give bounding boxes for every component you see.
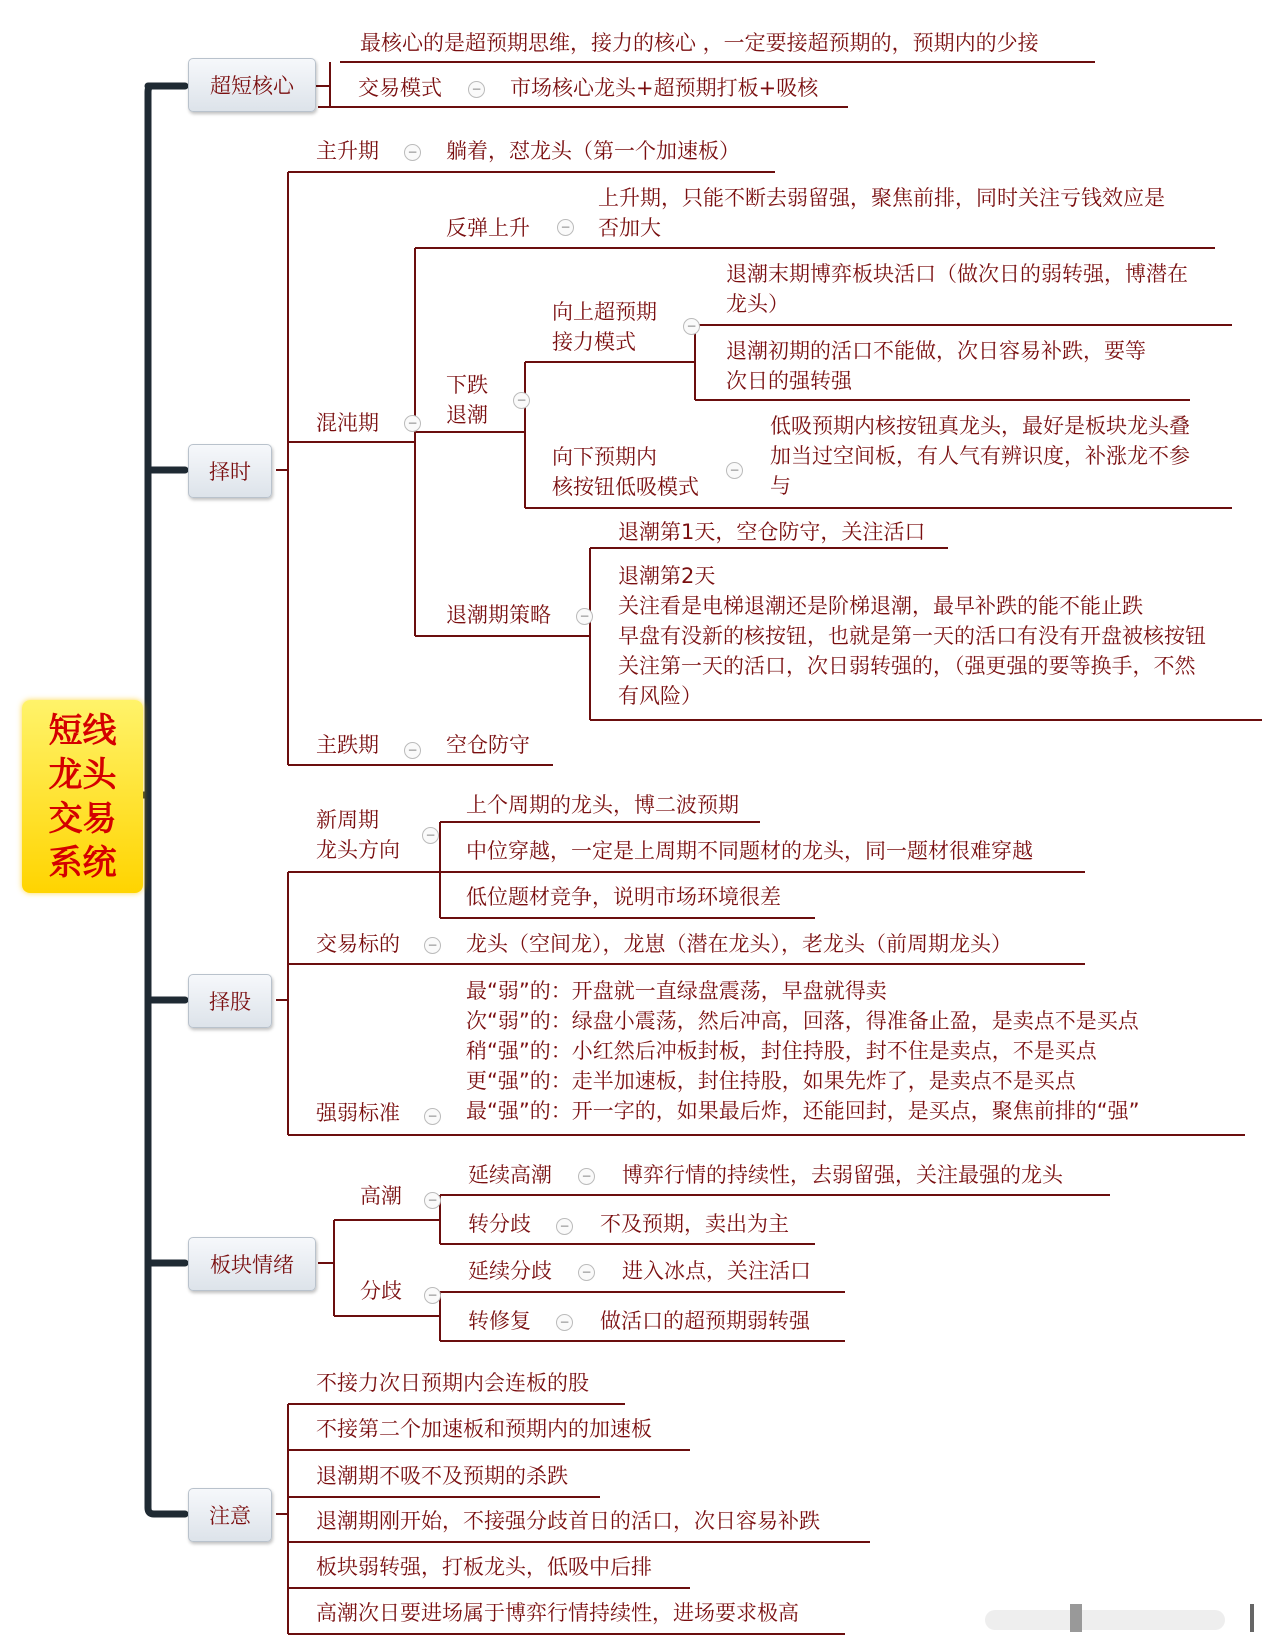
notes-item: 高潮次日要进场属于博弈行情持续性，进场要求极高 bbox=[316, 1601, 799, 1625]
sector-repair-value: 做活口的超预期弱转强 bbox=[600, 1309, 810, 1333]
watermark-icon bbox=[985, 1604, 1254, 1632]
timing-ebb-day2: 退潮第2天 关注看是电梯退潮还是阶梯退潮，最早补跌的能不能止跌 早盘有没新的核按钮，也就是第一天的活口有没有开盘被核按钮 关注第一天的活口，次日弱转强的，（强更强的要等换手，不然 有风险） bbox=[618, 564, 1206, 708]
timing-rebound-label: 反弹上升 bbox=[446, 216, 530, 240]
node-sector[interactable]: 板块情绪 bbox=[188, 1237, 316, 1291]
timing-up-label: 向上超预期 接力模式 bbox=[552, 300, 657, 354]
notes-item: 退潮期刚开始，不接强分歧首日的活口，次日容易补跌 bbox=[316, 1509, 820, 1533]
root-node[interactable]: 短线 龙头 交易 系统 bbox=[22, 700, 143, 893]
stock-std-value: 最“弱”的：开盘就一直绿盘震荡，早盘就得卖 次“弱”的：绿盘小震荡，然后冲高，回落，得准备止盈，是卖点不是买点 稍“强”的：小红然后冲板封板，封住持股，封不住是卖点，不是买点 更“强”的：走半加速板，封住持股，如果先炸了，是卖点不是买点 最“强”的：开一字的，如果最后炸，还能回封，是买点，聚焦前排的“强” bbox=[466, 979, 1140, 1123]
cores-line1: 最核心的是超预期思维，接力的核心 ，一定要接超预期的，预期内的少接 bbox=[360, 31, 1039, 55]
collapse-icon[interactable]: − bbox=[424, 1108, 441, 1125]
collapse-icon[interactable]: − bbox=[683, 318, 700, 335]
node-timing[interactable]: 择时 bbox=[188, 444, 272, 498]
timing-rebound-value: 上升期，只能不断去弱留强，聚焦前排，同时关注亏钱效应是 否加大 bbox=[598, 186, 1165, 240]
sector-div-label: 分歧 bbox=[360, 1279, 402, 1303]
collapse-icon[interactable]: − bbox=[578, 1264, 595, 1281]
stock-cycle-item2: 中位穿越，一定是上周期不同题材的龙头，同一题材很难穿越 bbox=[466, 839, 1033, 863]
sector-repair-label: 转修复 bbox=[468, 1309, 531, 1333]
node-stock[interactable]: 择股 bbox=[188, 974, 272, 1028]
collapse-icon[interactable]: − bbox=[513, 392, 530, 409]
sector-to-div-value: 不及预期，卖出为主 bbox=[600, 1212, 789, 1236]
collapse-icon[interactable]: − bbox=[424, 1192, 441, 1209]
collapse-icon[interactable]: − bbox=[556, 1314, 573, 1331]
stock-cycle-label: 新周期 龙头方向 bbox=[316, 808, 400, 862]
stock-cycle-item1: 上个周期的龙头，博二波预期 bbox=[466, 793, 739, 817]
timing-rise-value: 躺着，怼龙头（第一个加速板） bbox=[446, 139, 740, 163]
stock-target-value: 龙头（空间龙），龙崽（潜在龙头），老龙头（前周期龙头） bbox=[466, 932, 1012, 956]
sector-to-div-label: 转分歧 bbox=[468, 1212, 531, 1236]
sector-cont-div-value: 进入冰点，关注活口 bbox=[622, 1259, 811, 1283]
collapse-icon[interactable]: − bbox=[424, 1287, 441, 1304]
sector-climax-label: 高潮 bbox=[360, 1184, 402, 1208]
notes-item: 不接第二个加速板和预期内的加速板 bbox=[316, 1417, 652, 1441]
sector-cont-div-label: 延续分歧 bbox=[468, 1259, 552, 1283]
collapse-icon[interactable]: − bbox=[557, 219, 574, 236]
notes-item: 板块弱转强，打板龙头，低吸中后排 bbox=[316, 1555, 652, 1579]
collapse-icon[interactable]: − bbox=[404, 415, 421, 432]
timing-rise-label: 主升期 bbox=[316, 139, 379, 163]
sector-cont-climax-value: 博弈行情的持续性，去弱留强，关注最强的龙头 bbox=[622, 1163, 1063, 1187]
collapse-icon[interactable]: − bbox=[422, 827, 439, 844]
node-notes[interactable]: 注意 bbox=[188, 1488, 272, 1542]
collapse-icon[interactable]: − bbox=[578, 1168, 595, 1185]
timing-decline-label: 下跌 退潮 bbox=[446, 373, 488, 427]
cores-mode-value: 市场核心龙头+超预期打板+吸核 bbox=[510, 76, 819, 100]
main-trunk bbox=[140, 86, 185, 1514]
collapse-icon[interactable]: − bbox=[404, 742, 421, 759]
collapse-icon[interactable]: − bbox=[424, 937, 441, 954]
timing-fall-label: 主跌期 bbox=[316, 733, 379, 757]
timing-down-value: 低吸预期内核按钮真龙头，最好是板块龙头叠 加当过空间板，有人气有辨识度，补涨龙不参 与 bbox=[770, 414, 1190, 498]
collapse-icon[interactable]: − bbox=[468, 81, 485, 98]
cores-mode-label: 交易模式 bbox=[358, 76, 442, 100]
timing-ebb-label: 退潮期策略 bbox=[446, 603, 551, 627]
notes-item: 退潮期不吸不及预期的杀跌 bbox=[316, 1464, 568, 1488]
timing-chaos-label: 混沌期 bbox=[316, 411, 379, 435]
notes-item: 不接力次日预期内会连板的股 bbox=[316, 1371, 589, 1395]
collapse-icon[interactable]: − bbox=[576, 608, 593, 625]
collapse-icon[interactable]: − bbox=[556, 1218, 573, 1235]
collapse-icon[interactable]: − bbox=[726, 462, 743, 479]
timing-ebb-day1: 退潮第1天，空仓防守，关注活口 bbox=[618, 520, 926, 544]
timing-up-item2: 退潮初期的活口不能做，次日容易补跌，要等 次日的强转强 bbox=[726, 339, 1146, 393]
stock-target-label: 交易标的 bbox=[316, 932, 400, 956]
timing-down-label: 向下预期内 核按钮低吸模式 bbox=[552, 445, 699, 499]
timing-fall-value: 空仓防守 bbox=[446, 733, 530, 757]
node-cores[interactable]: 超短核心 bbox=[188, 58, 316, 112]
stock-cycle-item3: 低位题材竞争，说明市场环境很差 bbox=[466, 885, 781, 909]
collapse-icon[interactable]: − bbox=[404, 144, 421, 161]
timing-up-item1: 退潮末期博弈板块活口（做次日的弱转强，博潜在 龙头） bbox=[726, 262, 1188, 316]
stock-std-label: 强弱标准 bbox=[316, 1101, 400, 1125]
sector-cont-climax-label: 延续高潮 bbox=[468, 1163, 552, 1187]
